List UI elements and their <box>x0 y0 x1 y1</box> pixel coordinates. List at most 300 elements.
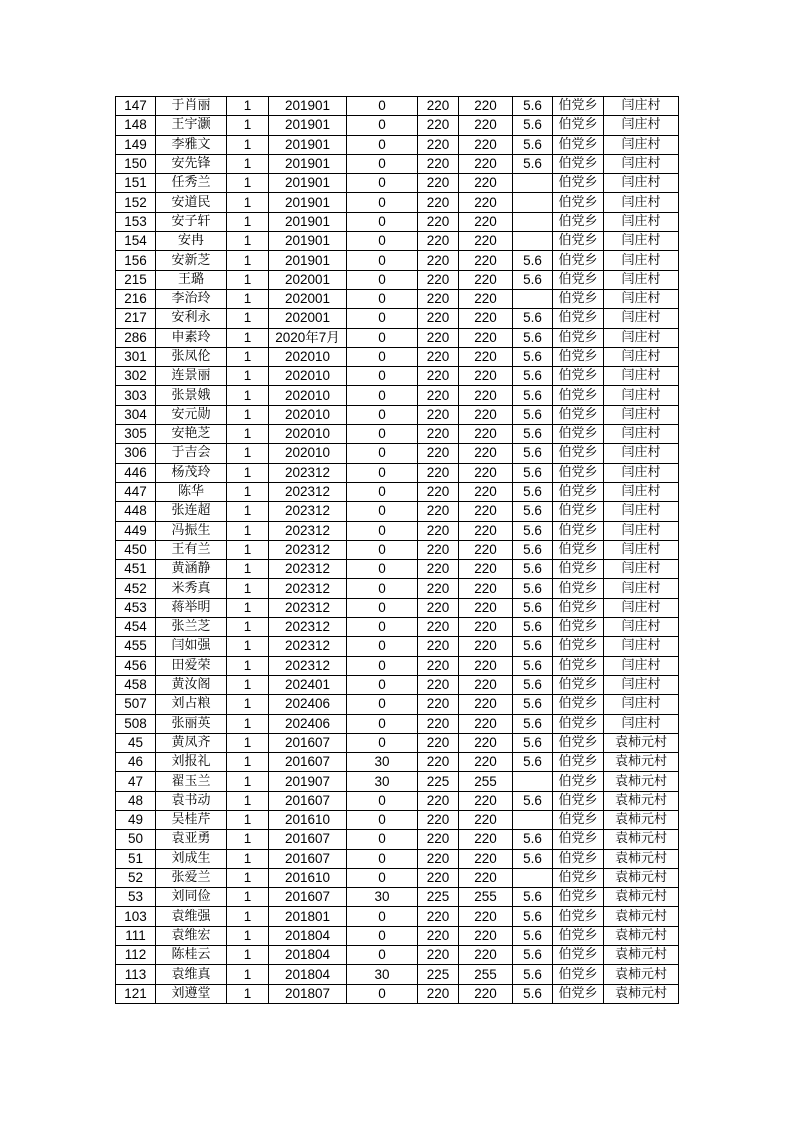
cell-village: 闫庄村 <box>604 386 679 405</box>
cell-total: 220 <box>459 753 513 772</box>
cell-seq: 113 <box>116 965 156 984</box>
cell-village: 闫庄村 <box>604 637 679 656</box>
cell-rate: 5.6 <box>513 521 553 540</box>
cell-seq: 301 <box>116 347 156 366</box>
cell-town: 伯党乡 <box>553 656 604 675</box>
cell-total: 220 <box>459 174 513 193</box>
cell-total: 220 <box>459 482 513 501</box>
table-row <box>116 232 679 251</box>
cell-village: 袁柿元村 <box>604 868 679 887</box>
cell-name: 黄汝阁 <box>156 675 227 694</box>
cell-base: 220 <box>418 174 459 193</box>
cell-rate: 5.6 <box>513 502 553 521</box>
cell-base: 220 <box>418 444 459 463</box>
cell-date: 201907 <box>269 772 347 791</box>
cell-count: 1 <box>227 289 269 308</box>
cell-date: 201901 <box>269 97 347 116</box>
table-row <box>116 135 679 154</box>
cell-count: 1 <box>227 965 269 984</box>
cell-village: 闫庄村 <box>604 560 679 579</box>
cell-village: 闫庄村 <box>604 579 679 598</box>
cell-extra: 0 <box>347 810 418 829</box>
cell-name: 蒋举明 <box>156 598 227 617</box>
cell-rate: 5.6 <box>513 965 553 984</box>
cell-village: 闫庄村 <box>604 425 679 444</box>
cell-extra: 0 <box>347 347 418 366</box>
cell-rate: 5.6 <box>513 791 553 810</box>
cell-town: 伯党乡 <box>553 521 604 540</box>
cell-rate: 5.6 <box>513 386 553 405</box>
cell-seq: 304 <box>116 405 156 424</box>
cell-rate: 5.6 <box>513 579 553 598</box>
cell-total: 255 <box>459 965 513 984</box>
cell-village: 袁柿元村 <box>604 733 679 752</box>
cell-extra: 0 <box>347 116 418 135</box>
cell-base: 220 <box>418 714 459 733</box>
cell-rate: 5.6 <box>513 907 553 926</box>
table-row <box>116 579 679 598</box>
cell-village: 闫庄村 <box>604 405 679 424</box>
table-row <box>116 502 679 521</box>
table-row <box>116 637 679 656</box>
cell-base: 220 <box>418 907 459 926</box>
cell-extra: 0 <box>347 695 418 714</box>
cell-seq: 53 <box>116 888 156 907</box>
cell-base: 225 <box>418 965 459 984</box>
cell-base: 220 <box>418 733 459 752</box>
cell-date: 202312 <box>269 463 347 482</box>
cell-date: 201901 <box>269 232 347 251</box>
cell-name: 刘同俭 <box>156 888 227 907</box>
cell-name: 安冉 <box>156 232 227 251</box>
cell-town: 伯党乡 <box>553 232 604 251</box>
cell-total: 220 <box>459 791 513 810</box>
table-row <box>116 251 679 270</box>
cell-rate: 5.6 <box>513 926 553 945</box>
cell-rate: 5.6 <box>513 540 553 559</box>
cell-town: 伯党乡 <box>553 540 604 559</box>
cell-base: 220 <box>418 309 459 328</box>
cell-extra: 0 <box>347 463 418 482</box>
cell-name: 任秀兰 <box>156 174 227 193</box>
cell-total: 220 <box>459 212 513 231</box>
cell-town: 伯党乡 <box>553 830 604 849</box>
cell-seq: 150 <box>116 154 156 173</box>
cell-total: 220 <box>459 251 513 270</box>
cell-rate: 5.6 <box>513 695 553 714</box>
cell-count: 1 <box>227 907 269 926</box>
cell-town: 伯党乡 <box>553 309 604 328</box>
cell-base: 220 <box>418 347 459 366</box>
cell-base: 220 <box>418 560 459 579</box>
cell-base: 220 <box>418 212 459 231</box>
cell-extra: 0 <box>347 618 418 637</box>
cell-seq: 111 <box>116 926 156 945</box>
cell-count: 1 <box>227 753 269 772</box>
cell-date: 202010 <box>269 367 347 386</box>
cell-name: 张连超 <box>156 502 227 521</box>
cell-seq: 152 <box>116 193 156 212</box>
cell-count: 1 <box>227 675 269 694</box>
cell-count: 1 <box>227 984 269 1003</box>
cell-extra: 0 <box>347 907 418 926</box>
cell-rate: 5.6 <box>513 482 553 501</box>
cell-town: 伯党乡 <box>553 289 604 308</box>
cell-rate: 5.6 <box>513 618 553 637</box>
cell-town: 伯党乡 <box>553 425 604 444</box>
cell-seq: 455 <box>116 637 156 656</box>
cell-name: 王璐 <box>156 270 227 289</box>
cell-name: 张丽英 <box>156 714 227 733</box>
cell-rate: 5.6 <box>513 656 553 675</box>
cell-extra: 0 <box>347 289 418 308</box>
cell-count: 1 <box>227 463 269 482</box>
cell-base: 220 <box>418 289 459 308</box>
cell-rate <box>513 772 553 791</box>
cell-base: 220 <box>418 482 459 501</box>
cell-seq: 147 <box>116 97 156 116</box>
cell-rate: 5.6 <box>513 328 553 347</box>
cell-count: 1 <box>227 618 269 637</box>
cell-rate <box>513 289 553 308</box>
cell-rate: 5.6 <box>513 675 553 694</box>
cell-extra: 30 <box>347 753 418 772</box>
cell-count: 1 <box>227 193 269 212</box>
cell-date: 202312 <box>269 637 347 656</box>
cell-count: 1 <box>227 926 269 945</box>
cell-seq: 450 <box>116 540 156 559</box>
cell-total: 220 <box>459 270 513 289</box>
cell-name: 袁书动 <box>156 791 227 810</box>
cell-seq: 447 <box>116 482 156 501</box>
cell-town: 伯党乡 <box>553 791 604 810</box>
table-row <box>116 463 679 482</box>
table-row <box>116 695 679 714</box>
cell-name: 袁维宏 <box>156 926 227 945</box>
cell-base: 220 <box>418 502 459 521</box>
cell-town: 伯党乡 <box>553 347 604 366</box>
cell-count: 1 <box>227 540 269 559</box>
cell-base: 220 <box>418 791 459 810</box>
cell-name: 米秀真 <box>156 579 227 598</box>
cell-base: 220 <box>418 637 459 656</box>
cell-date: 201804 <box>269 946 347 965</box>
cell-town: 伯党乡 <box>553 116 604 135</box>
cell-date: 201801 <box>269 907 347 926</box>
table-row <box>116 888 679 907</box>
cell-village: 闫庄村 <box>604 598 679 617</box>
cell-village: 闫庄村 <box>604 251 679 270</box>
table-row <box>116 868 679 887</box>
cell-base: 220 <box>418 328 459 347</box>
cell-village: 闫庄村 <box>604 174 679 193</box>
cell-count: 1 <box>227 830 269 849</box>
cell-count: 1 <box>227 116 269 135</box>
data-table <box>115 96 679 1004</box>
table-row <box>116 425 679 444</box>
cell-village: 闫庄村 <box>604 502 679 521</box>
cell-extra: 0 <box>347 579 418 598</box>
cell-total: 220 <box>459 328 513 347</box>
table-row <box>116 193 679 212</box>
cell-count: 1 <box>227 733 269 752</box>
cell-total: 220 <box>459 598 513 617</box>
cell-town: 伯党乡 <box>553 733 604 752</box>
cell-extra: 0 <box>347 675 418 694</box>
cell-base: 220 <box>418 618 459 637</box>
cell-village: 袁柿元村 <box>604 946 679 965</box>
cell-count: 1 <box>227 598 269 617</box>
cell-count: 1 <box>227 810 269 829</box>
cell-base: 220 <box>418 695 459 714</box>
cell-extra: 30 <box>347 772 418 791</box>
table-row <box>116 907 679 926</box>
cell-town: 伯党乡 <box>553 984 604 1003</box>
cell-total: 220 <box>459 135 513 154</box>
cell-total: 255 <box>459 888 513 907</box>
cell-total: 220 <box>459 810 513 829</box>
cell-town: 伯党乡 <box>553 212 604 231</box>
cell-date: 202001 <box>269 309 347 328</box>
cell-name: 刘报礼 <box>156 753 227 772</box>
cell-name: 张凤伦 <box>156 347 227 366</box>
cell-date: 201901 <box>269 135 347 154</box>
cell-rate <box>513 810 553 829</box>
cell-extra: 0 <box>347 521 418 540</box>
cell-total: 220 <box>459 656 513 675</box>
cell-date: 2020年7月 <box>269 328 347 347</box>
cell-total: 220 <box>459 309 513 328</box>
cell-count: 1 <box>227 714 269 733</box>
cell-date: 202312 <box>269 521 347 540</box>
cell-seq: 302 <box>116 367 156 386</box>
cell-base: 220 <box>418 926 459 945</box>
cell-town: 伯党乡 <box>553 463 604 482</box>
cell-name: 刘遵堂 <box>156 984 227 1003</box>
cell-town: 伯党乡 <box>553 367 604 386</box>
cell-count: 1 <box>227 637 269 656</box>
cell-extra: 0 <box>347 367 418 386</box>
cell-total: 220 <box>459 521 513 540</box>
cell-total: 220 <box>459 637 513 656</box>
cell-seq: 151 <box>116 174 156 193</box>
cell-name: 张爱兰 <box>156 868 227 887</box>
cell-extra: 0 <box>347 97 418 116</box>
cell-date: 202010 <box>269 405 347 424</box>
cell-rate <box>513 868 553 887</box>
cell-name: 袁维强 <box>156 907 227 926</box>
cell-total: 220 <box>459 116 513 135</box>
cell-name: 黄凤齐 <box>156 733 227 752</box>
cell-count: 1 <box>227 946 269 965</box>
cell-seq: 446 <box>116 463 156 482</box>
cell-name: 张兰芝 <box>156 618 227 637</box>
cell-rate: 5.6 <box>513 116 553 135</box>
cell-base: 220 <box>418 116 459 135</box>
cell-village: 闫庄村 <box>604 347 679 366</box>
cell-date: 202312 <box>269 598 347 617</box>
cell-base: 220 <box>418 753 459 772</box>
cell-extra: 0 <box>347 425 418 444</box>
cell-date: 201607 <box>269 753 347 772</box>
cell-town: 伯党乡 <box>553 849 604 868</box>
cell-town: 伯党乡 <box>553 405 604 424</box>
table-row <box>116 347 679 366</box>
table-row <box>116 482 679 501</box>
cell-rate: 5.6 <box>513 367 553 386</box>
cell-count: 1 <box>227 97 269 116</box>
cell-rate: 5.6 <box>513 405 553 424</box>
cell-village: 闫庄村 <box>604 309 679 328</box>
table-row <box>116 212 679 231</box>
table-row <box>116 849 679 868</box>
cell-date: 202312 <box>269 579 347 598</box>
cell-base: 220 <box>418 656 459 675</box>
cell-extra: 0 <box>347 733 418 752</box>
cell-date: 201901 <box>269 174 347 193</box>
cell-total: 220 <box>459 347 513 366</box>
cell-rate: 5.6 <box>513 946 553 965</box>
cell-date: 201804 <box>269 965 347 984</box>
table-row <box>116 830 679 849</box>
cell-total: 220 <box>459 946 513 965</box>
cell-count: 1 <box>227 656 269 675</box>
cell-total: 220 <box>459 502 513 521</box>
cell-date: 201607 <box>269 849 347 868</box>
cell-name: 安新芝 <box>156 251 227 270</box>
cell-town: 伯党乡 <box>553 444 604 463</box>
cell-town: 伯党乡 <box>553 810 604 829</box>
cell-name: 连景丽 <box>156 367 227 386</box>
cell-base: 220 <box>418 154 459 173</box>
cell-total: 220 <box>459 675 513 694</box>
cell-rate: 5.6 <box>513 984 553 1003</box>
cell-base: 220 <box>418 675 459 694</box>
cell-count: 1 <box>227 154 269 173</box>
cell-seq: 52 <box>116 868 156 887</box>
cell-seq: 448 <box>116 502 156 521</box>
cell-seq: 458 <box>116 675 156 694</box>
cell-count: 1 <box>227 212 269 231</box>
cell-village: 闫庄村 <box>604 521 679 540</box>
cell-town: 伯党乡 <box>553 772 604 791</box>
cell-date: 202001 <box>269 270 347 289</box>
cell-rate: 5.6 <box>513 888 553 907</box>
cell-village: 闫庄村 <box>604 232 679 251</box>
cell-town: 伯党乡 <box>553 97 604 116</box>
cell-village: 闫庄村 <box>604 482 679 501</box>
cell-count: 1 <box>227 521 269 540</box>
cell-seq: 305 <box>116 425 156 444</box>
cell-rate: 5.6 <box>513 425 553 444</box>
cell-count: 1 <box>227 482 269 501</box>
cell-date: 201607 <box>269 733 347 752</box>
table-row <box>116 97 679 116</box>
cell-town: 伯党乡 <box>553 888 604 907</box>
table-row <box>116 309 679 328</box>
cell-name: 吴桂芹 <box>156 810 227 829</box>
cell-name: 安子轩 <box>156 212 227 231</box>
cell-town: 伯党乡 <box>553 714 604 733</box>
cell-seq: 456 <box>116 656 156 675</box>
cell-total: 220 <box>459 618 513 637</box>
cell-count: 1 <box>227 386 269 405</box>
cell-count: 1 <box>227 425 269 444</box>
cell-base: 220 <box>418 946 459 965</box>
cell-village: 袁柿元村 <box>604 888 679 907</box>
cell-count: 1 <box>227 695 269 714</box>
cell-seq: 121 <box>116 984 156 1003</box>
cell-date: 202406 <box>269 714 347 733</box>
cell-seq: 452 <box>116 579 156 598</box>
cell-village: 闫庄村 <box>604 367 679 386</box>
cell-town: 伯党乡 <box>553 502 604 521</box>
cell-total: 220 <box>459 540 513 559</box>
cell-town: 伯党乡 <box>553 482 604 501</box>
cell-seq: 50 <box>116 830 156 849</box>
cell-name: 张景娥 <box>156 386 227 405</box>
cell-village: 闫庄村 <box>604 463 679 482</box>
cell-date: 201610 <box>269 810 347 829</box>
cell-village: 闫庄村 <box>604 328 679 347</box>
table-row <box>116 405 679 424</box>
cell-total: 220 <box>459 868 513 887</box>
cell-base: 220 <box>418 251 459 270</box>
cell-town: 伯党乡 <box>553 618 604 637</box>
cell-extra: 0 <box>347 560 418 579</box>
cell-rate: 5.6 <box>513 830 553 849</box>
cell-date: 202312 <box>269 502 347 521</box>
cell-rate: 5.6 <box>513 270 553 289</box>
cell-date: 202312 <box>269 540 347 559</box>
cell-village: 闫庄村 <box>604 618 679 637</box>
cell-extra: 0 <box>347 598 418 617</box>
cell-total: 220 <box>459 154 513 173</box>
cell-name: 冯振生 <box>156 521 227 540</box>
cell-rate: 5.6 <box>513 560 553 579</box>
cell-base: 220 <box>418 386 459 405</box>
cell-date: 201607 <box>269 791 347 810</box>
cell-extra: 0 <box>347 328 418 347</box>
cell-base: 220 <box>418 135 459 154</box>
cell-rate <box>513 174 553 193</box>
cell-town: 伯党乡 <box>553 579 604 598</box>
cell-rate: 5.6 <box>513 733 553 752</box>
cell-date: 202312 <box>269 482 347 501</box>
cell-count: 1 <box>227 791 269 810</box>
cell-base: 220 <box>418 425 459 444</box>
cell-total: 220 <box>459 907 513 926</box>
cell-name: 王有兰 <box>156 540 227 559</box>
table-row <box>116 540 679 559</box>
cell-base: 220 <box>418 579 459 598</box>
table-row <box>116 714 679 733</box>
cell-name: 袁亚勇 <box>156 830 227 849</box>
cell-name: 田爱荣 <box>156 656 227 675</box>
cell-seq: 216 <box>116 289 156 308</box>
cell-count: 1 <box>227 135 269 154</box>
table-row <box>116 386 679 405</box>
cell-total: 220 <box>459 926 513 945</box>
cell-seq: 153 <box>116 212 156 231</box>
cell-extra: 0 <box>347 193 418 212</box>
cell-name: 于吉会 <box>156 444 227 463</box>
cell-town: 伯党乡 <box>553 154 604 173</box>
cell-town: 伯党乡 <box>553 386 604 405</box>
cell-rate: 5.6 <box>513 309 553 328</box>
table-row <box>116 772 679 791</box>
table-row <box>116 174 679 193</box>
